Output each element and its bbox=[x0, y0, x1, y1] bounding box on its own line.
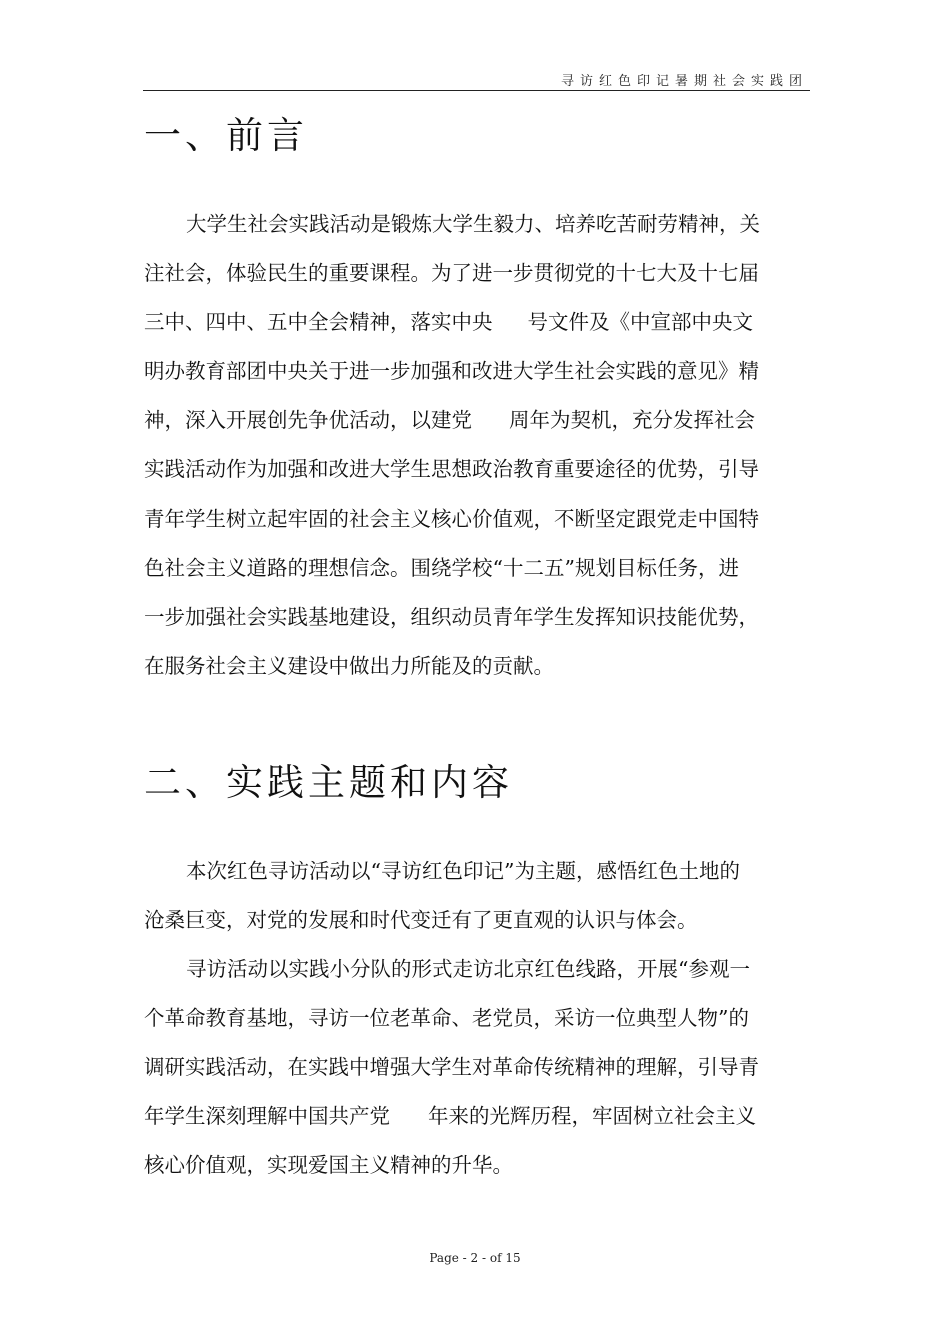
theme-p2-line-2: 个革命教育基地，寻访一位老革命、老党员，采访一位典型人物”的 bbox=[144, 1006, 749, 1031]
theme-p2-line-4-part-b: 年来的光辉历程，牢固树立社会主义 bbox=[428, 1104, 756, 1129]
theme-p2-line-5: 核心价值观，实现爱国主义精神的升华。 bbox=[144, 1153, 513, 1178]
running-header bbox=[143, 70, 810, 91]
theme-p2-line-4 bbox=[144, 1092, 808, 1141]
preface-line-5-part-a: 神，深入开展创先争优活动，以建党 bbox=[144, 408, 472, 433]
preface-line-1: 大学生社会实践活动是锻炼大学生毅力、培养吃苦耐劳精神，关 bbox=[186, 212, 760, 236]
preface-line-6: 实践活动作为加强和改进大学生思想政治教育重要途径的优势，引导 bbox=[144, 457, 759, 482]
preface-line-5-part-b: 周年为契机，充分发挥社会 bbox=[509, 408, 755, 433]
preface-line-10: 在服务社会主义建设中做出力所能及的贡献。 bbox=[144, 653, 554, 678]
preface-paragraph bbox=[144, 200, 808, 691]
header-title: 寻访红色印记暑期社会实践团 bbox=[560, 74, 808, 89]
preface-line-5 bbox=[144, 396, 808, 445]
preface-line-4: 明办教育部团中央关于进一步加强和改进大学生社会实践的意见》精 bbox=[144, 359, 759, 384]
page-number-footer: Page - 2 - of 15 bbox=[429, 1251, 521, 1265]
preface-line-3 bbox=[144, 298, 808, 347]
preface-line-3-part-b: 号文件及《中宣部中央文 bbox=[527, 310, 753, 335]
theme-p2-line-3: 调研实践活动，在实践中增强大学生对革命传统精神的理解，引导青 bbox=[144, 1055, 759, 1080]
preface-line-7: 青年学生树立起牢固的社会主义核心价值观，不断坚定跟党走中国特 bbox=[144, 506, 759, 531]
preface-line-3-part-a: 三中、四中、五中全会精神，落实中央 bbox=[144, 310, 493, 335]
theme-paragraph-1 bbox=[144, 847, 808, 945]
preface-line-2: 注社会，体验民生的重要课程。为了进一步贯彻党的十七大及十七届 bbox=[144, 261, 759, 286]
section-heading-preface: 一、前言 bbox=[144, 114, 308, 157]
theme-p2-line-4-part-a: 年学生深刻理解中国共产党 bbox=[144, 1104, 390, 1129]
preface-line-9: 一步加强社会实践基地建设，组织动员青年学生发挥知识技能优势， bbox=[144, 604, 759, 629]
section-heading-theme: 二、实践主题和内容 bbox=[144, 761, 513, 804]
preface-line-8: 色社会主义道路的理想信念。围绕学校“十二五”规划目标任务，进 bbox=[144, 555, 739, 580]
theme-paragraph-2 bbox=[144, 945, 808, 1190]
theme-p1-line-1: 本次红色寻访活动以“寻访红色印记”为主题，感悟红色土地的 bbox=[186, 859, 740, 883]
theme-p1-line-2: 沧桑巨变，对党的发展和时代变迁有了更直观的认识与体会。 bbox=[144, 908, 698, 933]
theme-p2-line-1: 寻访活动以实践小分队的形式走访北京红色线路，开展“参观一 bbox=[186, 957, 750, 981]
